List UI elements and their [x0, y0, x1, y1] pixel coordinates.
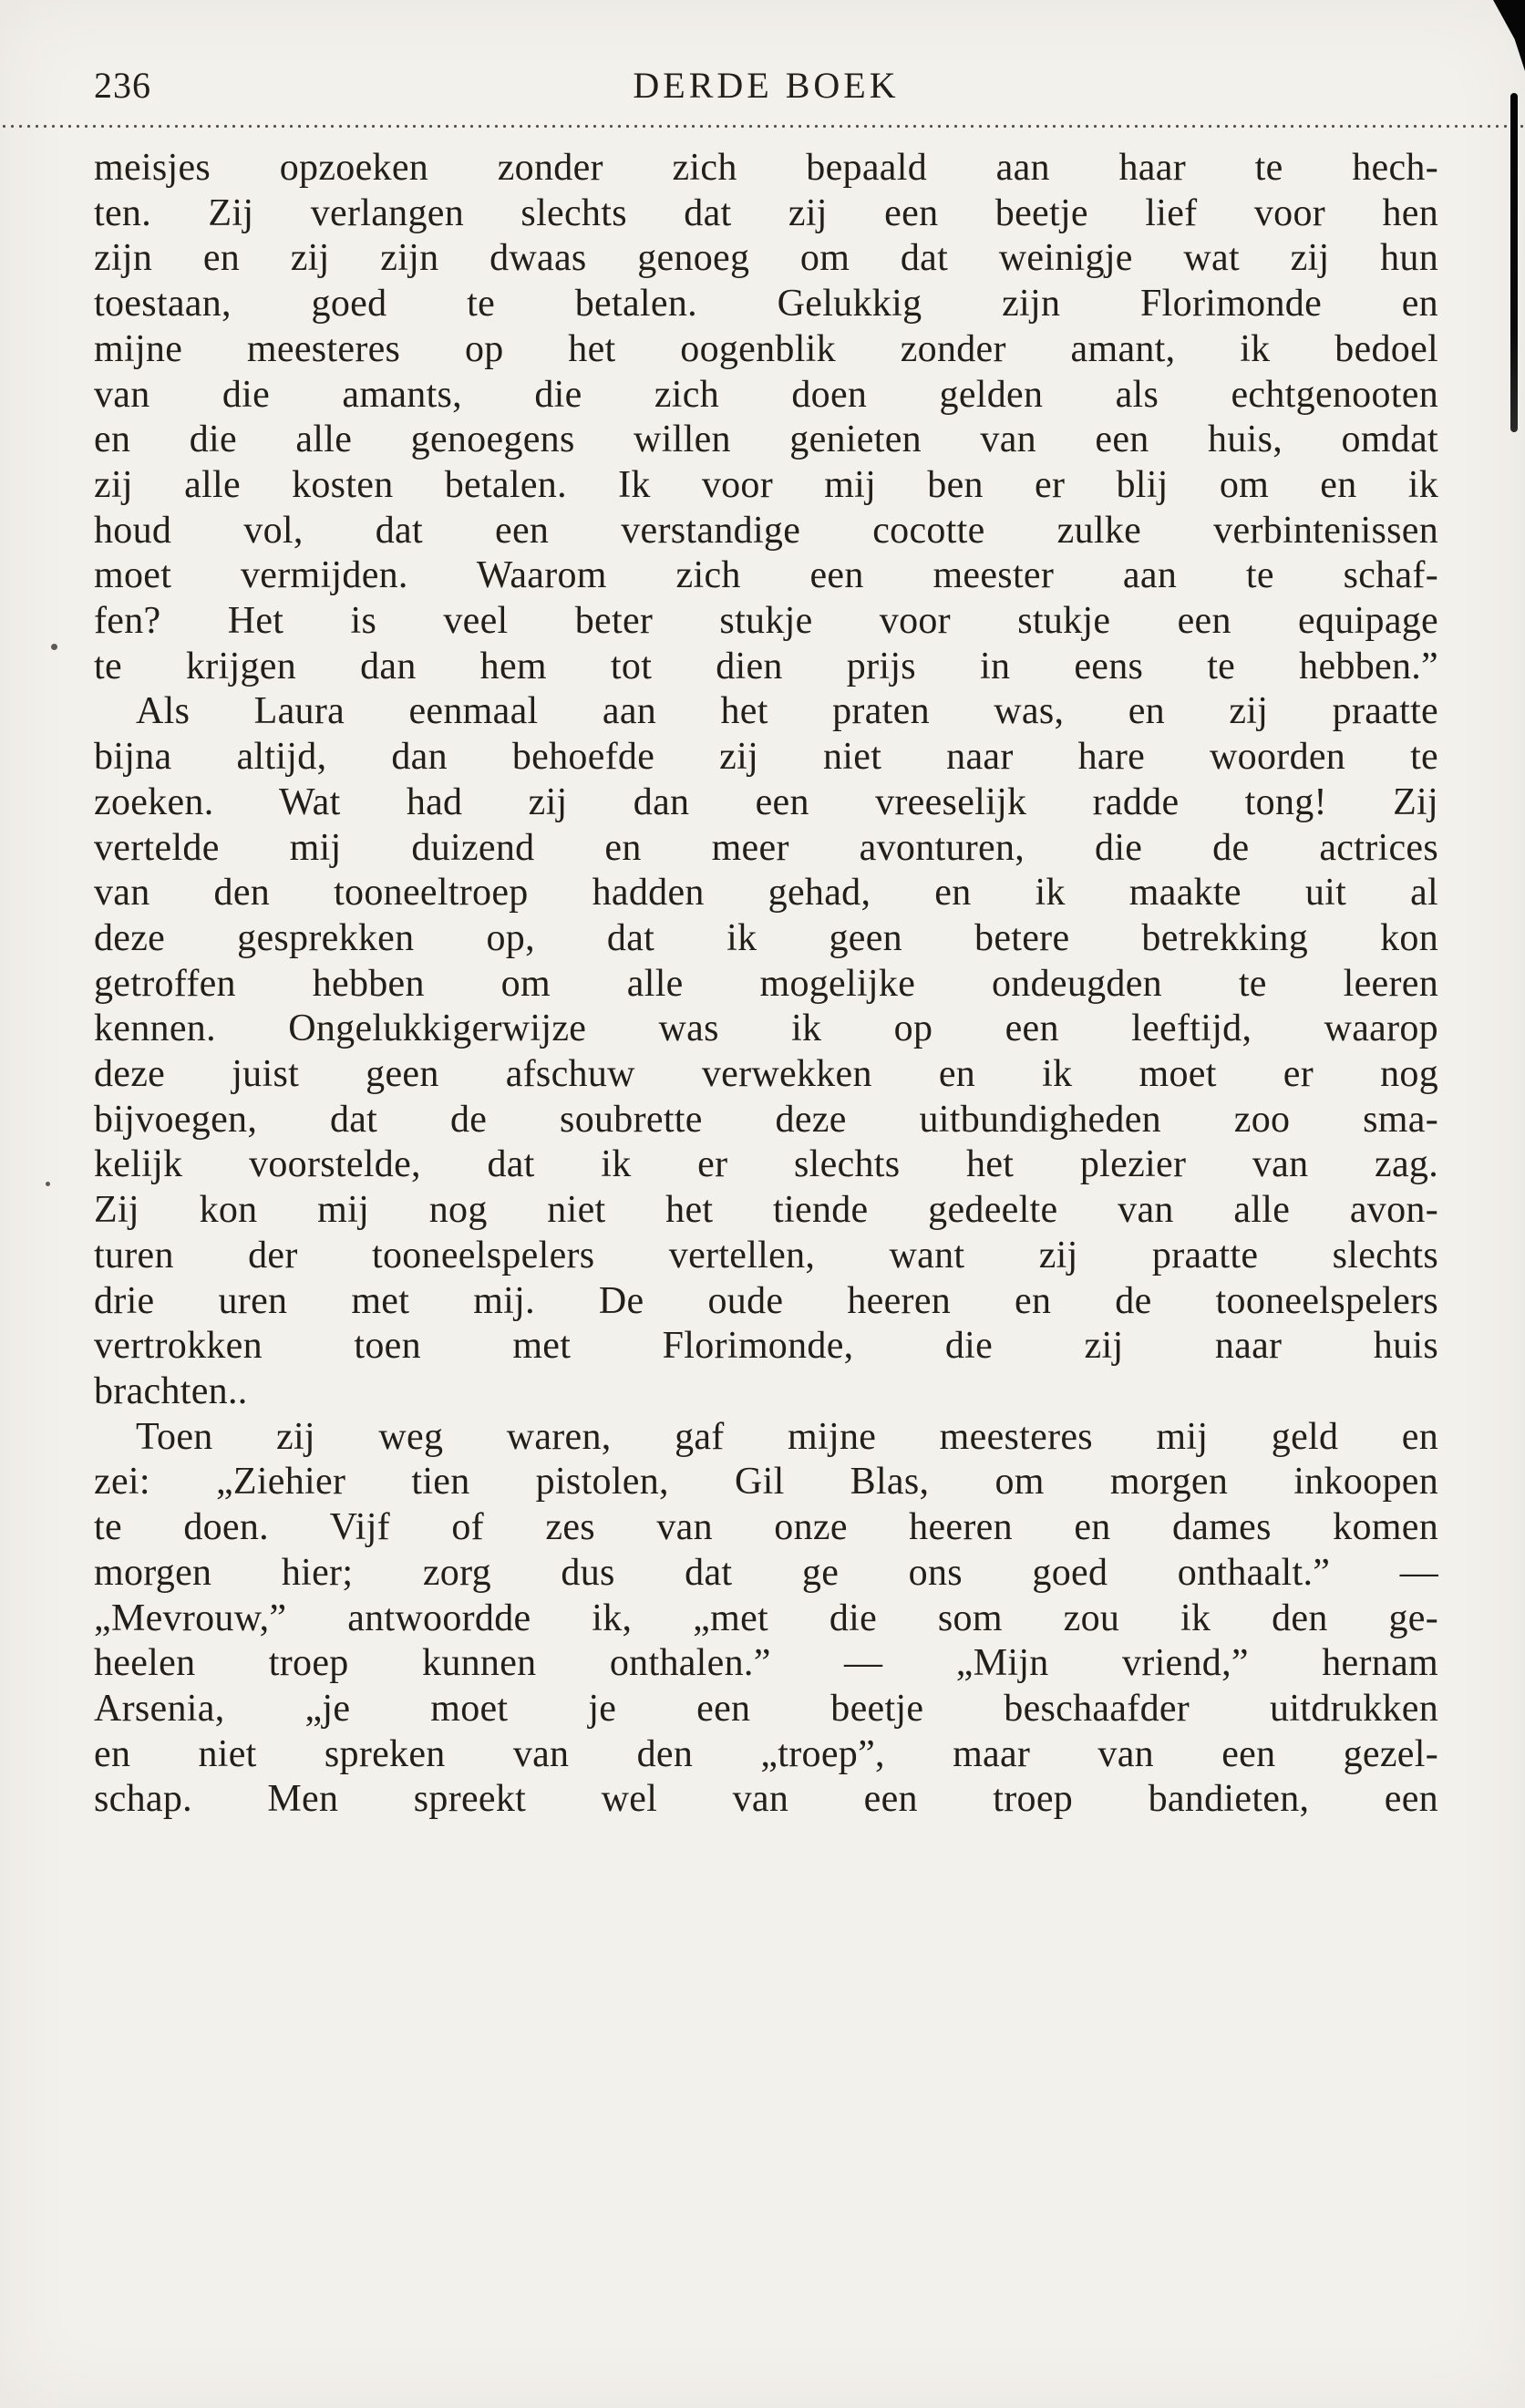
text-line: van die amants, die zich doen gelden als echtgenooten: [94, 373, 1438, 416]
text-line: turen der tooneelspelers vertellen, want zij praatte slechts: [94, 1234, 1438, 1276]
text-line: getroffen hebben om alle mogelijke ondeugden te leeren: [94, 962, 1438, 1005]
text-line: deze juist geen afschuw verwekken en ik moet er nog: [94, 1053, 1438, 1096]
dotted-rule-divider: [0, 124, 1525, 129]
paragraph: [94, 146, 1438, 689]
text-line: Zij kon mij nog niet het tiende gedeelte van alle avon-: [94, 1189, 1438, 1232]
text-line: Arsenia, „je moet je een beetje beschaafder uitdrukken: [94, 1687, 1438, 1730]
page-body: [94, 146, 1438, 1823]
text-line: meisjes opzoeken zonder zich bepaald aan haar te hech-: [94, 147, 1438, 189]
text-line: zij alle kosten betalen. Ik voor mij ben er blij om en ik: [94, 463, 1438, 506]
text-line: zei: „Ziehier tien pistolen, Gil Blas, om morgen inkoopen: [94, 1461, 1438, 1504]
text-line: Als Laura eenmaal aan het praten was, en zij praatte: [136, 690, 1438, 733]
running-head-title: DERDE BOEK: [633, 65, 900, 106]
text-line: van den tooneeltroep hadden gehad, en ik maakte uit al: [94, 872, 1438, 915]
paragraph: [94, 1415, 1438, 1823]
scan-artifact-edge-line: [1510, 93, 1518, 432]
text-line: mijne meesteres op het oogenblik zonder amant, ik bedoel: [94, 327, 1438, 370]
text-line: fen? Het is veel beter stukje voor stukje een equipage: [94, 600, 1438, 643]
text-line: houd vol, dat een verstandige cocotte zulke verbintenissen: [94, 509, 1438, 552]
text-line: Toen zij weg waren, gaf mijne meesteres mij geld en: [136, 1415, 1438, 1458]
text-line: moet vermijden. Waarom zich een meester aan te schaf-: [94, 554, 1438, 597]
text-line: deze gesprekken op, dat ik geen betere betrekking kon: [94, 916, 1438, 959]
text-line: en die alle genoegens willen genieten van een huis, omdat: [94, 419, 1438, 461]
text-line: zoeken. Wat had zij dan een vreeselijk radde tong! Zij: [94, 780, 1438, 823]
text-line: brachten..: [94, 1369, 248, 1412]
page-number: 236: [94, 65, 151, 106]
text-line: heelen troep kunnen onthalen.” — „Mijn vriend,” hernam: [94, 1642, 1438, 1685]
text-line: bijna altijd, dan behoefde zij niet naar hare woorden te: [94, 736, 1438, 779]
text-line: vertrokken toen met Florimonde, die zij naar huis: [94, 1325, 1438, 1368]
text-line: zijn en zij zijn dwaas genoeg om dat weinigje wat zij hun: [94, 237, 1438, 280]
scan-artifact-corner: [1490, 0, 1525, 71]
text-line: ten. Zij verlangen slechts dat zij een beetje lief voor hen: [94, 191, 1438, 234]
text-line: en niet spreken van den „troep”, maar van een gezel-: [94, 1732, 1438, 1775]
text-line: „Mevrouw,” antwoordde ik, „met die som zou ik den ge-: [94, 1597, 1438, 1639]
text-line: toestaan, goed te betalen. Gelukkig zijn Florimonde en: [94, 283, 1438, 326]
text-line: bijvoegen, dat de soubrette deze uitbundigheden zoo sma-: [94, 1098, 1438, 1141]
text-line: te krijgen dan hem tot dien prijs in eens te hebben.”: [94, 645, 1438, 687]
paragraph: [94, 689, 1438, 1414]
text-line: morgen hier; zorg dus dat ge ons goed onthaalt.” —: [94, 1551, 1438, 1594]
text-line: te doen. Vijf of zes van onze heeren en dames komen: [94, 1506, 1438, 1549]
scan-speck: [51, 644, 57, 650]
scan-speck: [46, 1182, 50, 1186]
page-header: [94, 64, 1438, 111]
text-line: kelijk voorstelde, dat ik er slechts het plezier van zag.: [94, 1143, 1438, 1186]
text-line: kennen. Ongelukkigerwijze was ik op een leeftijd, waarop: [94, 1008, 1438, 1050]
text-line: schap. Men spreekt wel van een troep bandieten, een: [94, 1778, 1438, 1821]
text-line: drie uren met mij. De oude heeren en de tooneelspelers: [94, 1279, 1438, 1322]
text-line: vertelde mij duizend en meer avonturen, die de actrices: [94, 826, 1438, 869]
